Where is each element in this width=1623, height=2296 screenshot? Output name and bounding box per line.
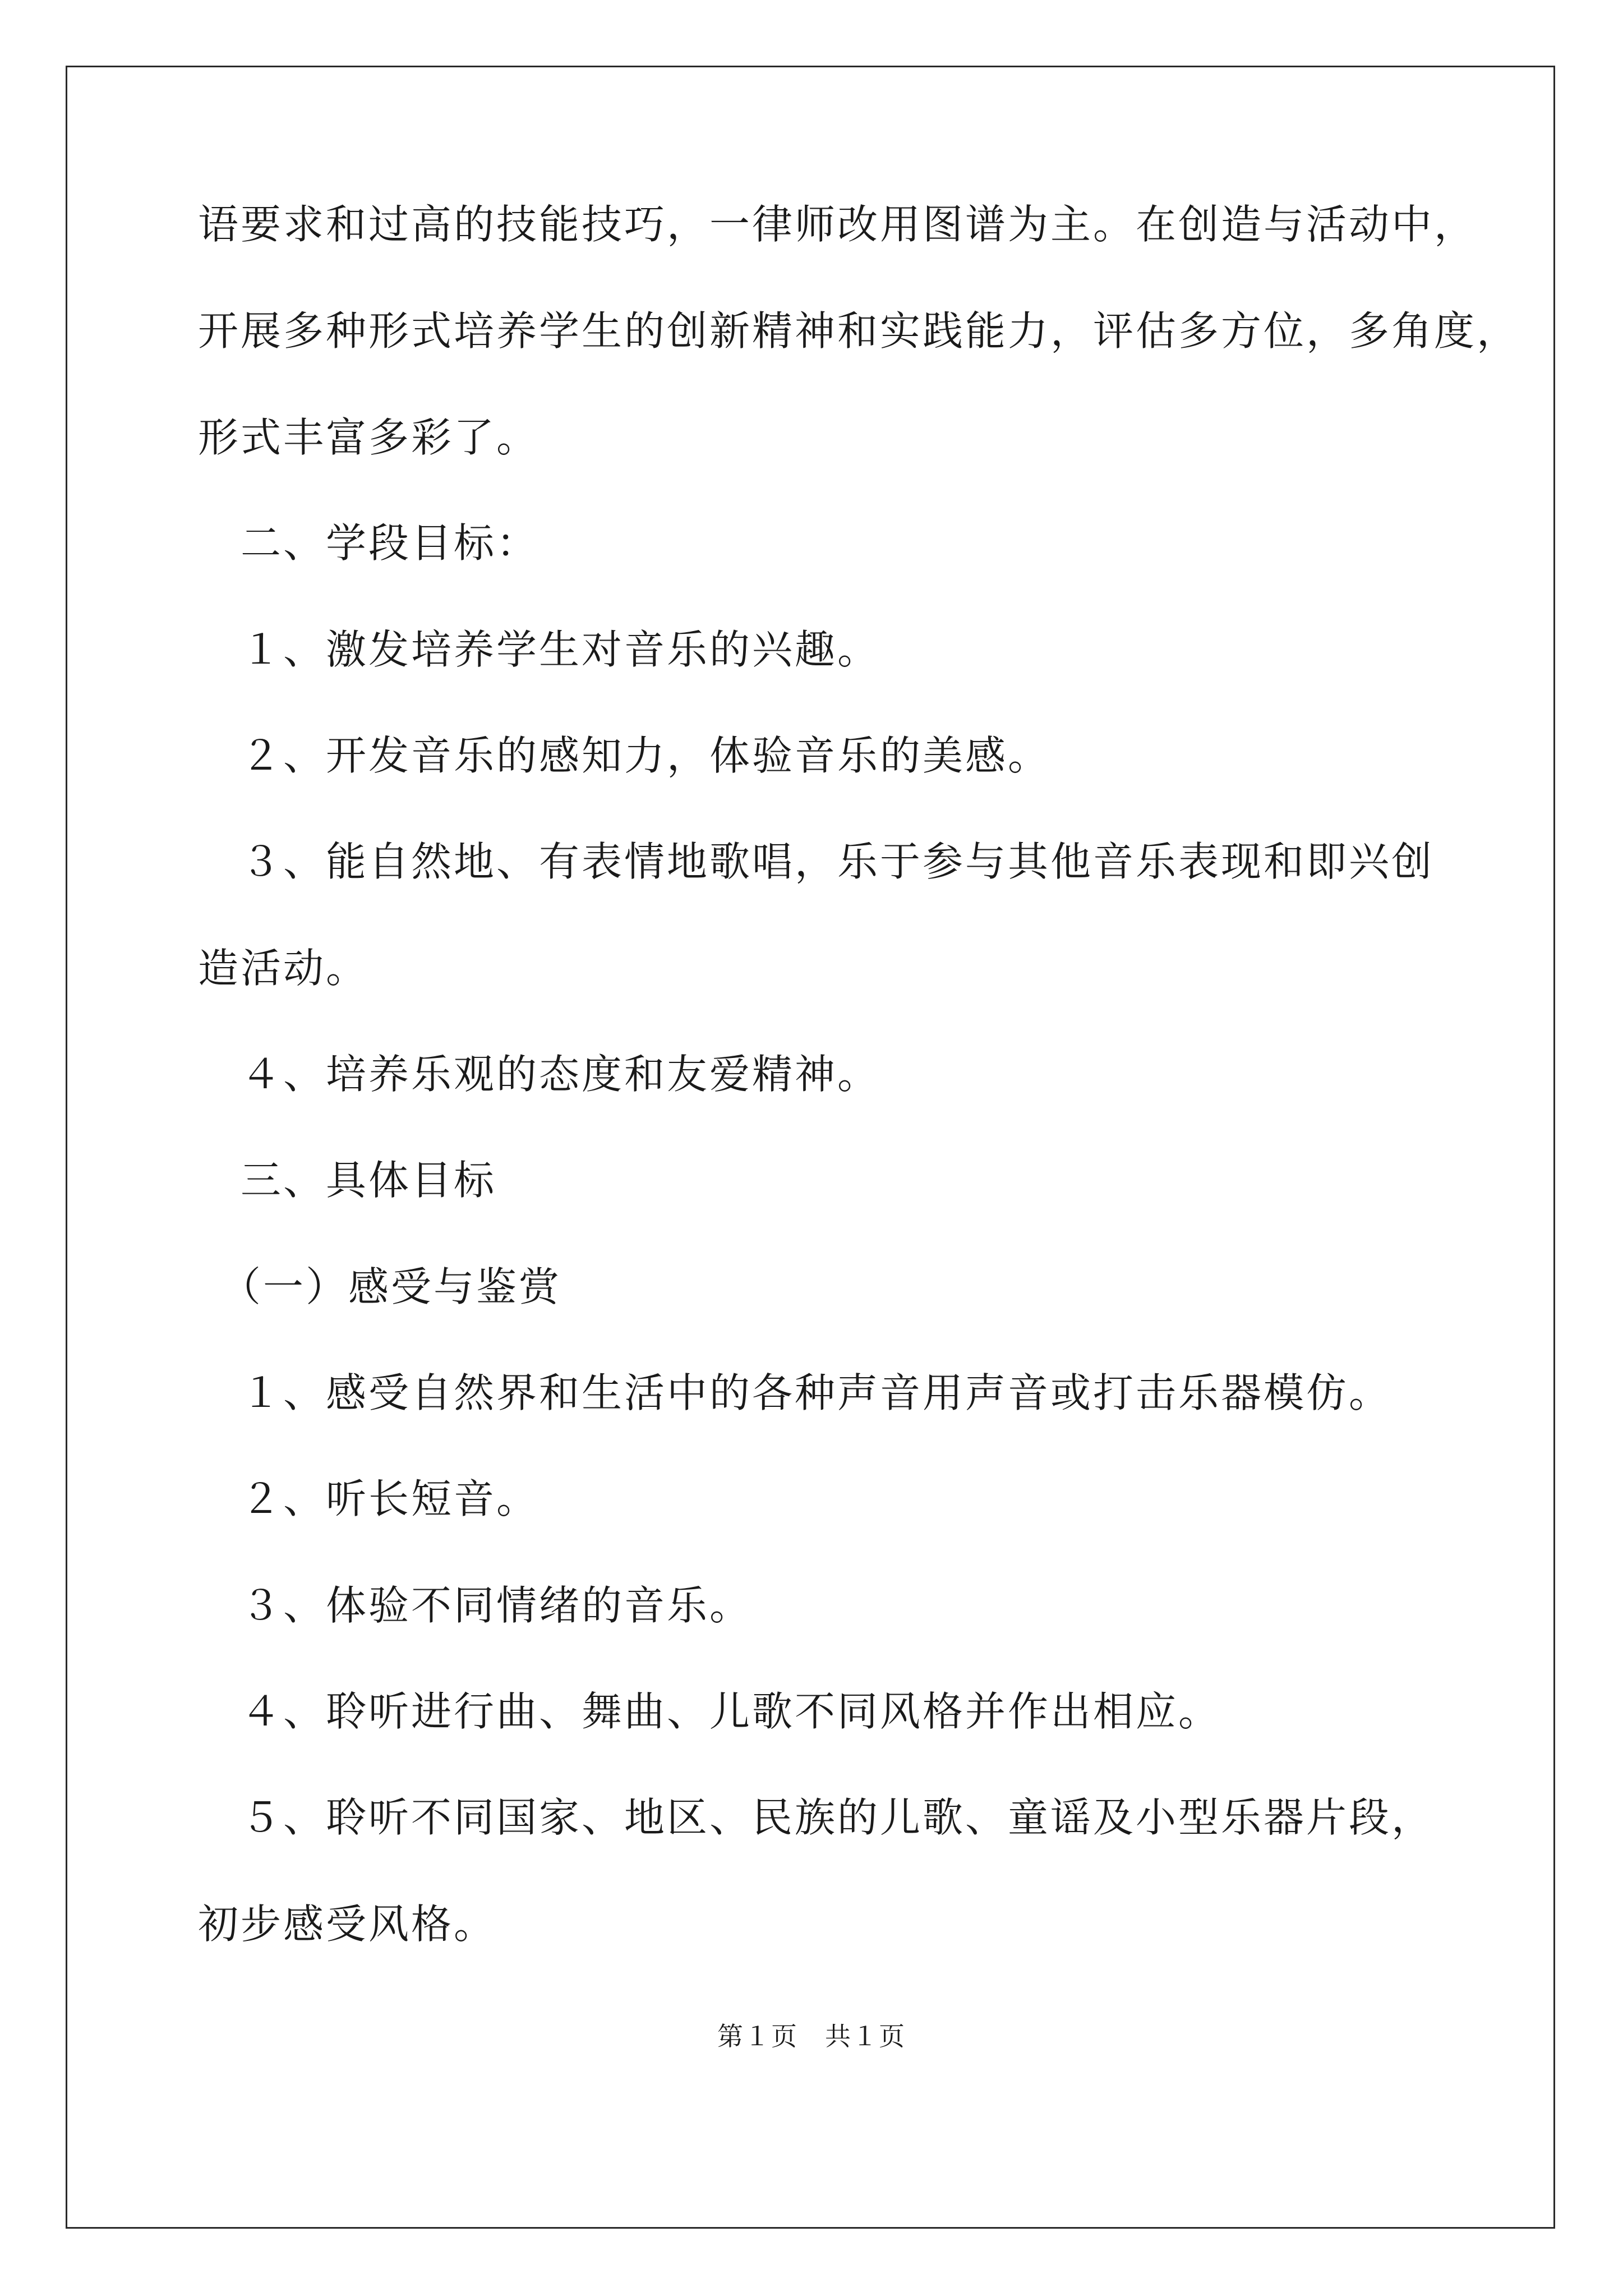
paragraph-line: 初步感受风格。 <box>198 1901 497 1948</box>
list-item: ２、听长短音。 <box>198 1475 540 1522</box>
list-item: ３、能自然地、有表情地歌唱，乐于参与其他音乐表现和即兴创 <box>198 838 1435 885</box>
list-item: １、激发培养学生对音乐的兴趣。 <box>198 626 880 673</box>
paragraph-line: 形式丰富多彩了。 <box>198 414 540 461</box>
page-number-footer: 第１页 共１页 <box>717 2021 906 2051</box>
list-item: ２、开发音乐的感知力，体验音乐的美感。 <box>198 732 1051 779</box>
sub-heading: （一）感受与鉴赏 <box>198 1263 562 1310</box>
list-item: ３、体验不同情绪的音乐。 <box>198 1582 753 1629</box>
paragraph-line: 造活动。 <box>198 945 369 992</box>
list-item: １、感受自然界和生活中的各种声音用声音或打击乐器模仿。 <box>198 1369 1392 1416</box>
list-item: ４、聆听进行曲、舞曲、儿歌不同风格并作出相应。 <box>198 1688 1221 1735</box>
section-heading: 二、学段目标： <box>198 519 540 567</box>
paragraph-line: 语要求和过高的技能技巧，一律师改用图谱为主。在创造与活动中， <box>198 201 1477 248</box>
list-item: ５、聆听不同国家、地区、民族的儿歌、童谣及小型乐器片段， <box>198 1794 1435 1841</box>
paragraph-line: 开展多种形式培养学生的创新精神和实践能力，评估多方位，多角度， <box>198 307 1520 355</box>
list-item: ４、培养乐观的态度和友爱精神。 <box>198 1051 880 1098</box>
section-heading: 三、具体目标 <box>198 1157 497 1204</box>
